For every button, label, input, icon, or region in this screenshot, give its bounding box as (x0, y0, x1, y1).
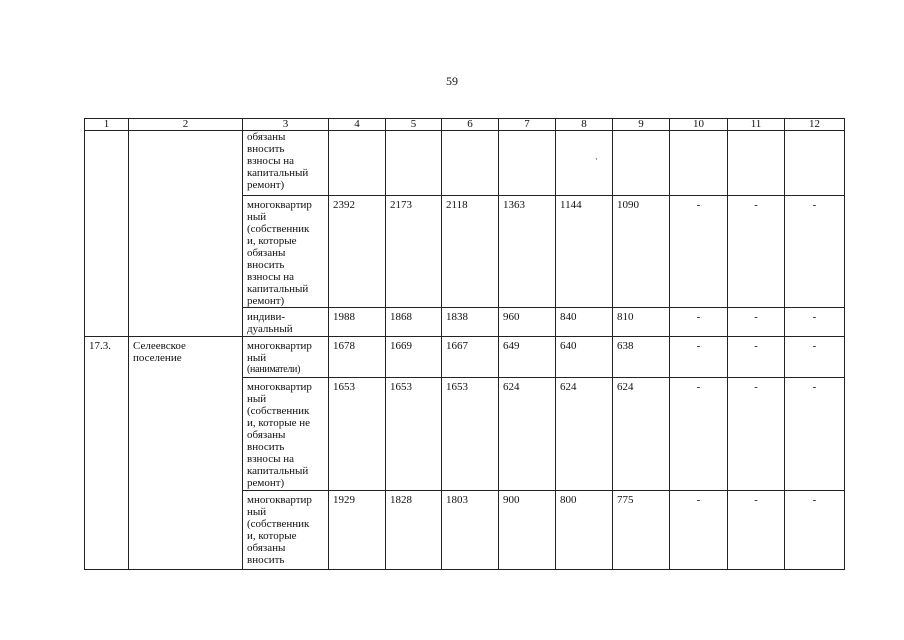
value-cell-col12: - (785, 378, 845, 491)
col-header-7: 7 (499, 119, 556, 131)
value-cell-col10: - (670, 337, 728, 378)
value-cell-col12: - (785, 491, 845, 570)
value-cell-col5: 1653 (386, 378, 442, 491)
value-cell-col8: 624 (556, 378, 613, 491)
value-cell-col4: 1678 (329, 337, 386, 378)
value-cell-col4: 1653 (329, 378, 386, 491)
housing-type-line: ремонт) (247, 477, 285, 489)
value-cell-col10: - (670, 196, 728, 308)
housing-type-line: вносить (247, 143, 285, 155)
column-number-row (85, 119, 845, 131)
settlement-cell (129, 337, 243, 570)
housing-type-line: и, которые не (247, 417, 310, 429)
housing-type-line: и, которые (247, 235, 297, 247)
housing-type-cell (243, 378, 329, 491)
col-header-10: 10 (670, 119, 728, 131)
value-cell-col7: 900 (499, 491, 556, 570)
table-row (85, 131, 845, 196)
housing-type-line: вносить (247, 554, 285, 566)
housing-type-line: обязаны (247, 542, 286, 554)
value-cell-col9: 638 (613, 337, 670, 378)
col-header-8: 8 (556, 119, 613, 131)
col-header-2: 2 (129, 119, 243, 131)
housing-type-line: ремонт) (247, 179, 285, 191)
col-header-9: 9 (613, 119, 670, 131)
settlement-cell (129, 131, 243, 337)
housing-type-line: ный (247, 506, 267, 518)
stray-mark: · (595, 154, 598, 164)
housing-type-line: многоквартир (247, 494, 312, 506)
col-header-11: 11 (728, 119, 785, 131)
value-cell-col5 (386, 131, 442, 196)
value-cell-col4: 1929 (329, 491, 386, 570)
housing-type-line: ный (247, 352, 267, 364)
value-cell-col10: - (670, 378, 728, 491)
value-cell-col9 (613, 131, 670, 196)
value-cell-col7: 1363 (499, 196, 556, 308)
value-cell-col6: 1653 (442, 378, 499, 491)
value-cell-col5: 1828 (386, 491, 442, 570)
value-cell-col11: - (728, 491, 785, 570)
housing-type-line: (собственник (247, 518, 310, 530)
value-cell-col11 (728, 131, 785, 196)
housing-type-line: многоквартир (247, 381, 312, 393)
housing-type-line: капитальный (247, 283, 309, 295)
housing-type-line: обязаны (247, 247, 286, 259)
value-cell-col5: 1868 (386, 308, 442, 337)
housing-type-line: ный (247, 393, 267, 405)
housing-type-line: вносить (247, 441, 285, 453)
row-number: 17.3. (89, 340, 111, 352)
housing-type-line: ный (247, 211, 267, 223)
value-cell-col10 (670, 131, 728, 196)
housing-type-line: капитальный (247, 465, 309, 477)
housing-type-line: взносы на (247, 453, 294, 465)
housing-type-line: (наниматели) (247, 364, 301, 375)
value-cell-col6: 1803 (442, 491, 499, 570)
housing-type-cell (243, 337, 329, 378)
col-header-5: 5 (386, 119, 442, 131)
value-cell-col4: 2392 (329, 196, 386, 308)
housing-type-line: взносы на (247, 271, 294, 283)
housing-type-line: индиви- (247, 311, 286, 323)
housing-type-line: и, которые (247, 530, 297, 542)
value-cell-col8: 800 (556, 491, 613, 570)
col-header-4: 4 (329, 119, 386, 131)
value-cell-col9: 775 (613, 491, 670, 570)
housing-type-cell (243, 196, 329, 308)
settlement-name-line: Селеевское (133, 340, 186, 352)
value-cell-col12 (785, 131, 845, 196)
col-header-6: 6 (442, 119, 499, 131)
housing-type-line: (собственник (247, 405, 310, 417)
value-cell-col11: - (728, 378, 785, 491)
value-cell-col6: 1838 (442, 308, 499, 337)
settlement-name-line: поселение (133, 352, 182, 364)
housing-type-line: многоквартир (247, 340, 312, 352)
value-cell-col10: - (670, 308, 728, 337)
housing-type-line: капитальный (247, 167, 309, 179)
value-cell-col12: - (785, 337, 845, 378)
value-cell-col4 (329, 131, 386, 196)
housing-type-cell (243, 308, 329, 337)
value-cell-col12: - (785, 196, 845, 308)
value-cell-col5: 2173 (386, 196, 442, 308)
value-cell-col12: - (785, 308, 845, 337)
housing-type-line: многоквартир (247, 199, 312, 211)
value-cell-col9: 810 (613, 308, 670, 337)
housing-type-line: дуальный (247, 323, 293, 335)
housing-type-line: (собственник (247, 223, 310, 235)
value-cell-col10: - (670, 491, 728, 570)
value-cell-col8: 1144 (556, 196, 613, 308)
table-row (85, 337, 845, 378)
housing-type-line: обязаны (247, 131, 286, 143)
col-header-3: 3 (243, 119, 329, 131)
value-cell-col11: - (728, 196, 785, 308)
value-cell-col7: 649 (499, 337, 556, 378)
value-cell-col6: 2118 (442, 196, 499, 308)
housing-type-line: взносы на (247, 155, 294, 167)
housing-type-cell (243, 131, 329, 196)
value-cell-col7 (499, 131, 556, 196)
row-number-cell (85, 131, 129, 337)
col-header-1: 1 (85, 119, 129, 131)
value-cell-col8: 640 (556, 337, 613, 378)
housing-type-cell (243, 491, 329, 570)
value-cell-col7: 624 (499, 378, 556, 491)
value-cell-col11: - (728, 308, 785, 337)
tariff-table (84, 118, 845, 570)
value-cell-col8: 840 (556, 308, 613, 337)
value-cell-col6: 1667 (442, 337, 499, 378)
housing-type-line: вносить (247, 259, 285, 271)
value-cell-col8 (556, 131, 613, 196)
value-cell-col11: - (728, 337, 785, 378)
housing-type-line: обязаны (247, 429, 286, 441)
value-cell-col7: 960 (499, 308, 556, 337)
row-number-cell (85, 337, 129, 570)
value-cell-col6 (442, 131, 499, 196)
value-cell-col4: 1988 (329, 308, 386, 337)
value-cell-col9: 1090 (613, 196, 670, 308)
value-cell-col9: 624 (613, 378, 670, 491)
page-number: 59 (446, 74, 458, 88)
housing-type-line: ремонт) (247, 295, 285, 307)
col-header-12: 12 (785, 119, 845, 131)
value-cell-col5: 1669 (386, 337, 442, 378)
